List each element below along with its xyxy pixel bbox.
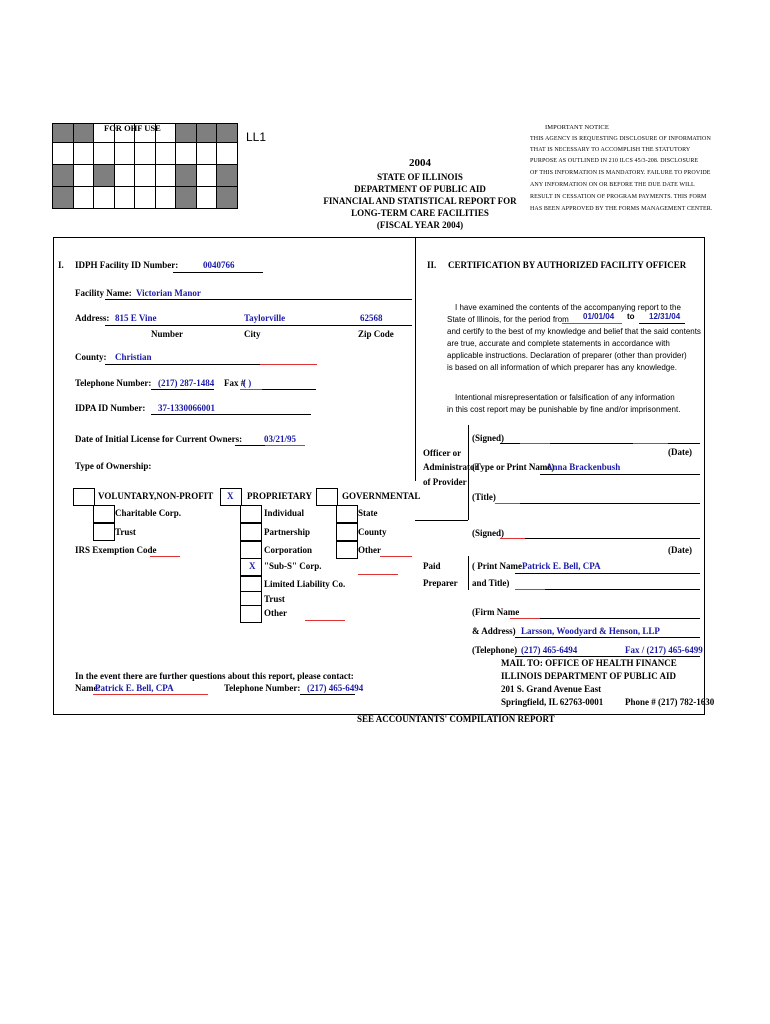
preparer-signed-line <box>500 538 700 539</box>
fax-value[interactable]: ( ) <box>243 378 252 388</box>
subs-corp-label: "Sub-S" Corp. <box>264 561 322 571</box>
and-title-label: and Title) <box>472 578 510 588</box>
telephone-label-2: (Telephone) <box>472 645 518 655</box>
nonprofit-label: VOLUNTARY,NON-PROFIT <box>98 491 214 501</box>
prop-trust-label: Trust <box>264 594 285 604</box>
preparer-telephone-value[interactable]: (217) 465-6494 <box>521 645 578 655</box>
ohf-grid-cell <box>217 124 238 143</box>
telephone-label: Telephone Number: <box>75 378 152 388</box>
zip-caption: Zip Code <box>358 329 394 339</box>
notice-title: IMPORTANT NOTICE <box>545 124 609 131</box>
corporation-checkbox[interactable] <box>240 541 262 559</box>
title-label: (Title) <box>472 492 496 502</box>
title-line <box>495 503 700 504</box>
ohf-grid-cell <box>53 124 74 143</box>
ohf-grid-cell <box>73 124 94 143</box>
trust-checkbox[interactable] <box>93 523 115 541</box>
state-label: State <box>358 508 378 518</box>
prop-other-checkbox[interactable] <box>240 605 262 623</box>
license-date-label: Date of Initial License for Current Owners: <box>75 434 243 444</box>
governmental-checkbox[interactable] <box>316 488 338 506</box>
ohf-use-label: FOR OHF USE <box>104 123 161 133</box>
mail-line-1: MAIL TO: OFFICE OF HEALTH FINANCE <box>501 658 677 668</box>
preparer-divider <box>468 556 469 590</box>
telephone-line <box>151 389 214 390</box>
prop-other-red-mark <box>305 620 345 621</box>
facility-name-line <box>105 299 412 300</box>
county-value[interactable]: Christian <box>115 352 152 362</box>
county-red-mark <box>260 364 317 365</box>
facility-name-value[interactable]: Victorian Manor <box>136 288 201 298</box>
idph-id-line <box>173 272 263 273</box>
ohf-grid-cell <box>176 124 197 143</box>
period-to-line <box>639 323 685 324</box>
officer-bottom-rule <box>415 520 468 521</box>
idpa-id-label: IDPA ID Number: <box>75 403 146 413</box>
corporation-label: Corporation <box>264 545 312 555</box>
preparer-date-label: (Date) <box>668 545 692 555</box>
facility-name-label: Facility Name: <box>75 288 132 298</box>
firm-address-line <box>515 637 700 638</box>
officer-label: Officer or <box>423 448 462 458</box>
mail-line-3: 201 S. Grand Avenue East <box>501 684 602 694</box>
charitable-corp-checkbox[interactable] <box>93 505 115 523</box>
firm-name-label: (Firm Name <box>472 607 520 617</box>
header-line-3: FINANCIAL AND STATISTICAL REPORT FOR <box>323 196 517 206</box>
preparer-fax-value[interactable]: Fax / (217) 465-6499 <box>625 645 703 655</box>
cert-para-line: State of Illinois, for the period from <box>447 315 569 324</box>
contact-instruction: In the event there are further questions about this report, please contact: <box>75 671 354 681</box>
mail-line-4: Springfield, IL 62763-0001 <box>501 697 604 707</box>
number-caption: Number <box>151 329 183 339</box>
firm-address-label: & Address) <box>472 626 516 636</box>
firm-name-value[interactable]: Larsson, Woodyard & Henson, LLP <box>521 626 660 636</box>
form-code: LL1 <box>246 130 267 144</box>
subs-corp-checkbox[interactable] <box>240 558 262 576</box>
signed-label: (Signed) <box>472 433 505 443</box>
preparer-signed-red-mark <box>500 538 525 539</box>
license-date-value[interactable]: 03/21/95 <box>264 434 297 444</box>
preparer-name-line <box>515 573 700 574</box>
signed-red-mark-1 <box>520 443 550 444</box>
contact-phone-line <box>300 694 355 695</box>
of-provider-label: of Provider <box>423 477 467 487</box>
print-name-label: ( Print Name <box>472 561 522 571</box>
cert-para-line: and certify to the best of my knowledge and belief that the said contents <box>447 327 701 336</box>
county-label: County: <box>75 352 107 362</box>
report-year: 2004 <box>409 157 431 169</box>
license-red-mark <box>265 445 305 446</box>
header-line-4: LONG-TERM CARE FACILITIES <box>351 208 489 218</box>
header-line-5: (FISCAL YEAR 2004) <box>376 220 464 230</box>
warning-line: Intentional misrepresentation or falsification of any information <box>455 393 675 402</box>
address-line <box>105 325 412 326</box>
period-from-value[interactable]: 01/01/04 <box>583 312 615 321</box>
county-checkbox[interactable] <box>336 523 358 541</box>
gov-county-label: County <box>358 527 387 537</box>
idpa-id-value[interactable]: 37-1330066001 <box>158 403 215 413</box>
section-1-number: I. <box>58 260 64 270</box>
state-checkbox[interactable] <box>336 505 358 523</box>
notice-line: THAT IS NECESSARY TO ACCOMPLISH THE STATUTORY <box>530 147 691 153</box>
llc-label: Limited Liability Co. <box>264 579 346 589</box>
fax-label: Fax # <box>224 378 246 388</box>
notice-line: PURPOSE AS OUTLINED IN 210 ILCS 45/3-208. DISCLOSURE <box>530 158 699 164</box>
partnership-label: Partnership <box>264 527 310 537</box>
contact-name-label: Name: <box>75 683 101 693</box>
firm-name-red-mark <box>510 618 540 619</box>
notice-line: HAS BEEN APPROVED BY THE FORMS MANAGEMENT CENTER. <box>530 206 713 212</box>
mail-phone: Phone # (217) 782-1630 <box>625 697 715 707</box>
notice-line: ANY INFORMATION ON OR BEFORE THE DUE DATE WILL <box>530 182 695 188</box>
proprietary-label: PROPRIETARY <box>247 491 313 501</box>
idph-id-value[interactable]: 0040766 <box>203 260 235 270</box>
address-label: Address: <box>75 313 110 323</box>
contact-phone-label: Telephone Number: <box>224 683 301 693</box>
section-2-number: II. <box>427 260 437 270</box>
irs-red-mark <box>150 556 180 557</box>
ohf-grid-cell <box>196 124 217 143</box>
paid-label: Paid <box>423 561 441 571</box>
officer-name-line <box>540 474 700 475</box>
compilation-report-note: SEE ACCOUNTANTS' COMPILATION REPORT <box>357 714 555 724</box>
governmental-label: GOVERNMENTAL <box>342 491 421 501</box>
header-line-2: DEPARTMENT OF PUBLIC AID <box>354 184 486 194</box>
period-from-red-mark <box>562 323 622 324</box>
officer-divider <box>468 425 469 520</box>
fax-red-mark <box>240 389 262 390</box>
title-red-mark <box>495 503 520 504</box>
proprietary-check-mark: X <box>227 491 234 501</box>
contact-name-value[interactable]: Patrick E. Bell, CPA <box>95 683 174 693</box>
header-line-1: STATE OF ILLINOIS <box>377 172 463 182</box>
individual-label: Individual <box>264 508 305 518</box>
mail-line-2: ILLINOIS DEPARTMENT OF PUBLIC AID <box>501 671 677 681</box>
telephone-value[interactable]: (217) 287-1484 <box>158 378 215 388</box>
period-to-value[interactable]: 12/31/04 <box>649 312 681 321</box>
contact-red-mark <box>93 694 208 695</box>
idph-id-label: IDPH Facility ID Number: <box>75 260 179 270</box>
notice-line: THIS AGENCY IS REQUESTING DISCLOSURE OF INFORMATION <box>530 136 711 142</box>
notice-line: RESULT IN CESSATION OF PROGRAM PAYMENTS. THIS FORM <box>530 194 707 200</box>
idpa-id-line <box>151 414 311 415</box>
city-caption: City <box>244 329 261 339</box>
signed-red-mark-2 <box>633 443 668 444</box>
cert-para-line: applicable instructions. Declaration of preparer (other than provider) <box>447 351 687 360</box>
charitable-corp-label: Charitable Corp. <box>115 508 181 518</box>
gov-other-label: Other <box>358 545 381 555</box>
preparer-label: Preparer <box>423 578 458 588</box>
trust-label: Trust <box>115 527 136 537</box>
city-value[interactable]: Taylorville <box>244 313 286 323</box>
signed-date-label: (Date) <box>668 447 692 457</box>
gov-other-red-mark <box>380 556 412 557</box>
preparer-name-value[interactable]: Patrick E. Bell, CPA <box>522 561 601 571</box>
period-to-word: to <box>627 312 635 321</box>
ownership-type-label: Type of Ownership: <box>75 461 152 471</box>
gov-other-checkbox[interactable] <box>336 541 358 559</box>
contact-phone-value[interactable]: (217) 465-6494 <box>307 683 364 693</box>
officer-name-value[interactable]: Anna Brackenbush <box>546 462 621 472</box>
prop-other-label: Other <box>264 608 287 618</box>
subs-corp-check-mark: X <box>249 561 256 571</box>
section-divider <box>415 237 416 481</box>
telephone-line-2 <box>515 656 700 657</box>
cert-para-line: is based on all information of which preparer has any knowledge. <box>447 363 677 372</box>
and-title-red-mark <box>515 589 545 590</box>
warning-line: in this cost report may be punishable by fine and/or imprisonment. <box>447 405 681 414</box>
cert-para-line: I have examined the contents of the accompanying report to the <box>455 303 681 312</box>
individual-checkbox[interactable] <box>240 505 262 523</box>
irs-exemption-label: IRS Exemption Code <box>75 545 157 555</box>
partnership-checkbox[interactable] <box>240 523 262 541</box>
subs-red-mark <box>358 574 398 575</box>
administrator-label: Administrator <box>423 462 479 472</box>
certification-title: CERTIFICATION BY AUTHORIZED FACILITY OFFICER <box>448 260 687 270</box>
nonprofit-checkbox[interactable] <box>73 488 95 506</box>
proprietary-checkbox[interactable] <box>220 488 242 506</box>
zip-value[interactable]: 62568 <box>360 313 383 323</box>
cert-para-line: are true, accurate and complete statements in accordance with <box>447 339 670 348</box>
preparer-signed-label: (Signed) <box>472 528 505 538</box>
notice-line: OF THIS INFORMATION IS MANDATORY. FAILURE TO PROVIDE <box>530 170 711 176</box>
type-name-label: (Type or Print Name) <box>472 462 555 472</box>
street-value[interactable]: 815 E Vine <box>115 313 157 323</box>
